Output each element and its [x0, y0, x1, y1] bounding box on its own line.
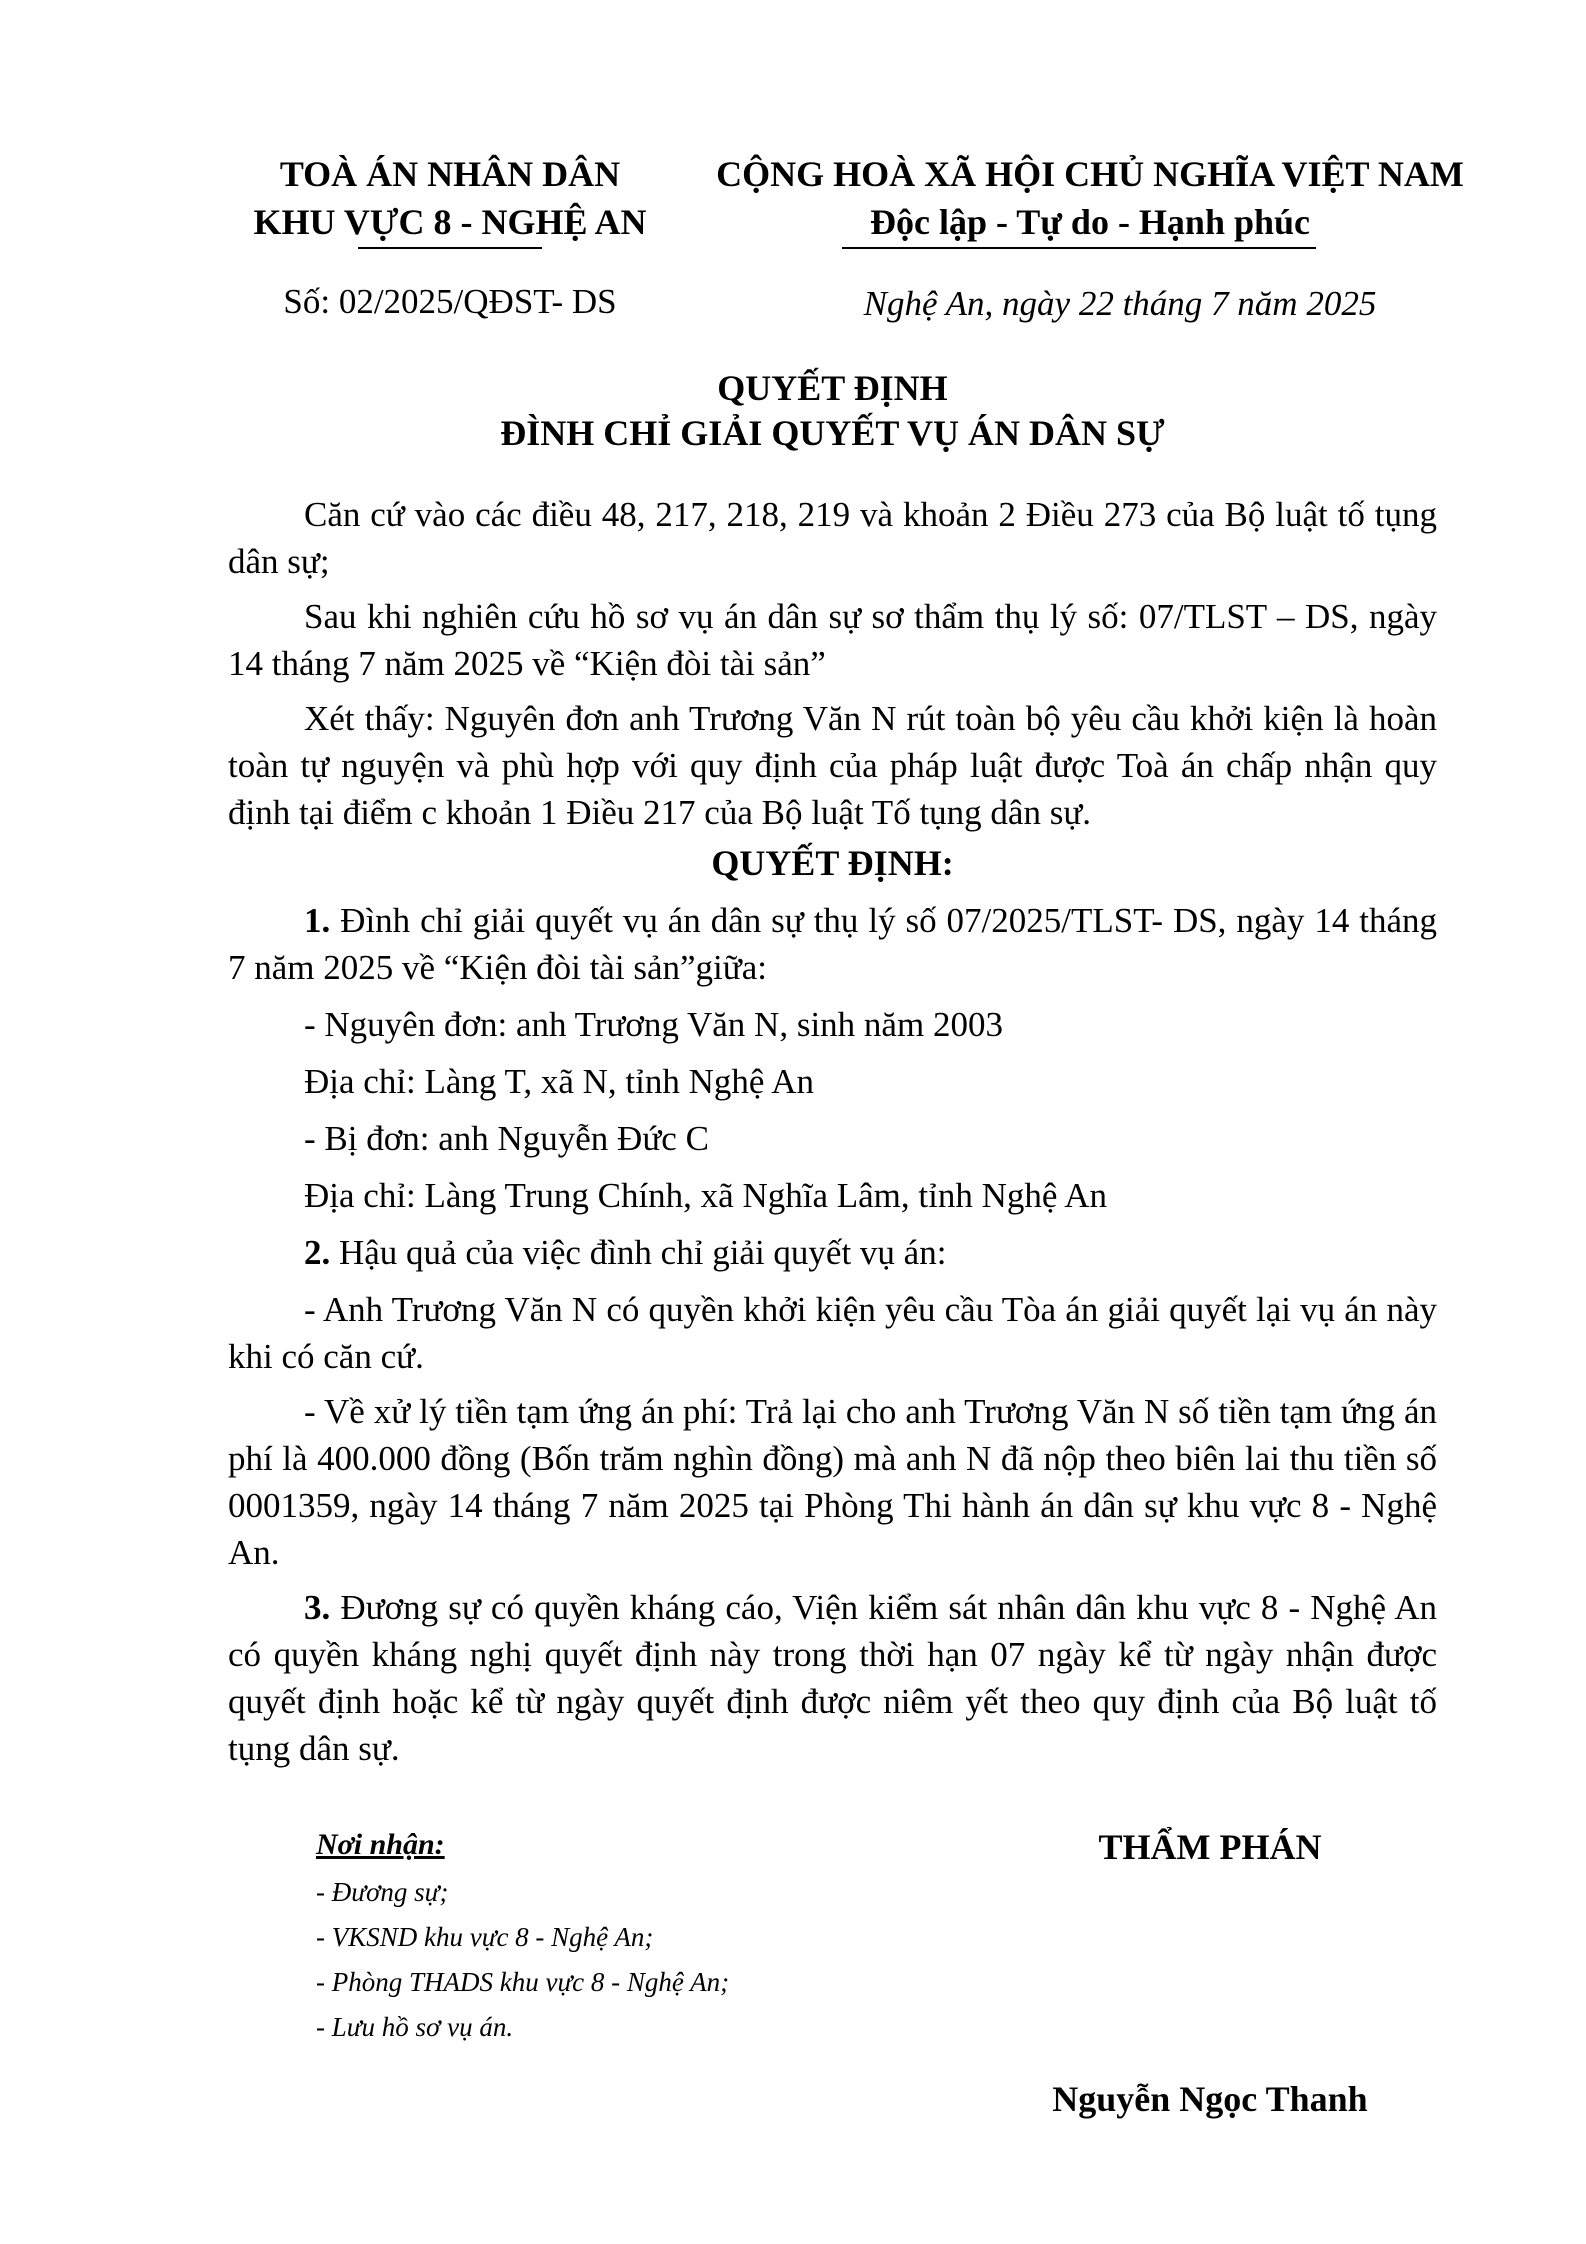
document-title: QUYẾT ĐỊNH	[717, 368, 948, 408]
consideration-paragraph: Xét thấy: Nguyên đơn anh Trương Văn N rút toàn bộ yêu cầu khởi kiện là hoàn toàn tự nguyện và phù hợp với quy định của pháp luật được Toà án chấp nhận quy định tại điểm c khoản 1 Điều 217 của Bộ luật Tố tụng dân sự.	[228, 699, 1437, 832]
nation-motto-underline	[842, 247, 1316, 249]
item-2-number: 2.	[304, 1233, 331, 1272]
court-name-line2: KHU VỰC 8 - NGHỆ AN	[253, 202, 647, 242]
defendant-address: Địa chỉ: Làng Trung Chính, xã Nghĩa Lâm, tỉnh Nghệ An	[304, 1176, 1107, 1215]
item-3-number: 3.	[304, 1588, 331, 1627]
signer-title: THẨM PHÁN	[1098, 1827, 1322, 1867]
court-name-underline	[358, 247, 542, 249]
decision-heading: QUYẾT ĐỊNH:	[711, 843, 954, 883]
document-number: Số: 02/2025/QĐST- DS	[283, 282, 617, 321]
case-study-paragraph: Sau khi nghiên cứu hồ sơ vụ án dân sự sơ thẩm thụ lý số: 07/TLST – DS, ngày 14 tháng 7 năm 2025 về “Kiện đòi tài sản”	[228, 597, 1437, 683]
decision-item-1	[228, 897, 1437, 991]
recipient-item: - Phòng THADS khu vực 8 - Nghệ An;	[316, 1967, 730, 1997]
item-3-text: Đương sự có quyền kháng cáo, Viện kiểm sát nhân dân khu vực 8 - Nghệ An có quyền kháng nghị quyết định này trong thời hạn 07 ngày kể từ ngày nhận được quyết định hoặc kể từ ngày quyết định được niêm yết theo quy định của Bộ luật tố tụng dân sự.	[228, 1588, 1437, 1768]
plaintiff-line: - Nguyên đơn: anh Trương Văn N, sinh năm 2003	[304, 1005, 1003, 1044]
recipient-item: - VKSND khu vực 8 - Nghệ An;	[316, 1922, 654, 1952]
item-2-court-fee-refund: - Về xử lý tiền tạm ứng án phí: Trả lại cho anh Trương Văn N số tiền tạm ứng án phí là 400.000 đồng (Bốn trăm nghìn đồng) mà anh N đã nộp theo biên lai thu tiền số 0001359, ngày 14 tháng 7 năm 2025 tại Phòng Thi hành án dân sự khu vực 8 - Nghệ An.	[228, 1392, 1437, 1572]
item-2-text: Hậu quả của việc đình chỉ giải quyết vụ án:	[330, 1233, 947, 1272]
plaintiff-address: Địa chỉ: Làng T, xã N, tỉnh Nghệ An	[304, 1062, 814, 1101]
court-name-line1: TOÀ ÁN NHÂN DÂN	[279, 154, 621, 194]
legal-basis-paragraph: Căn cứ vào các điều 48, 217, 218, 219 và khoản 2 Điều 273 của Bộ luật tố tụng dân sự;	[228, 495, 1437, 581]
recipient-item: - Lưu hồ sơ vụ án.	[316, 2012, 514, 2042]
recipient-item: - Đương sự;	[316, 1877, 449, 1907]
nation-motto: Độc lập - Tự do - Hạnh phúc	[869, 202, 1311, 242]
item-1-number: 1.	[304, 901, 331, 940]
recipients-heading: Nơi nhận:	[316, 1828, 445, 1861]
decision-item-2	[228, 1229, 1437, 1276]
item-2-right-to-resue: - Anh Trương Văn N có quyền khởi kiện yêu cầu Tòa án giải quyết lại vụ án này khi có căn cứ.	[228, 1290, 1437, 1376]
decision-item-3	[228, 1584, 1437, 1772]
nation-title: CỘNG HOÀ XÃ HỘI CHỦ NGHĨA VIỆT NAM	[716, 154, 1464, 194]
place-date: Nghệ An, ngày 22 tháng 7 năm 2025	[863, 284, 1377, 323]
document-subtitle: ĐÌNH CHỈ GIẢI QUYẾT VỤ ÁN DÂN SỰ	[500, 413, 1165, 453]
signer-name: Nguyễn Ngọc Thanh	[1052, 2079, 1368, 2119]
item-1-text: Đình chỉ giải quyết vụ án dân sự thụ lý số 07/2025/TLST- DS, ngày 14 tháng 7 năm 2025 về “Kiện đòi tài sản”giữa:	[228, 901, 1437, 987]
defendant-line: - Bị đơn: anh Nguyễn Đức C	[304, 1119, 709, 1158]
